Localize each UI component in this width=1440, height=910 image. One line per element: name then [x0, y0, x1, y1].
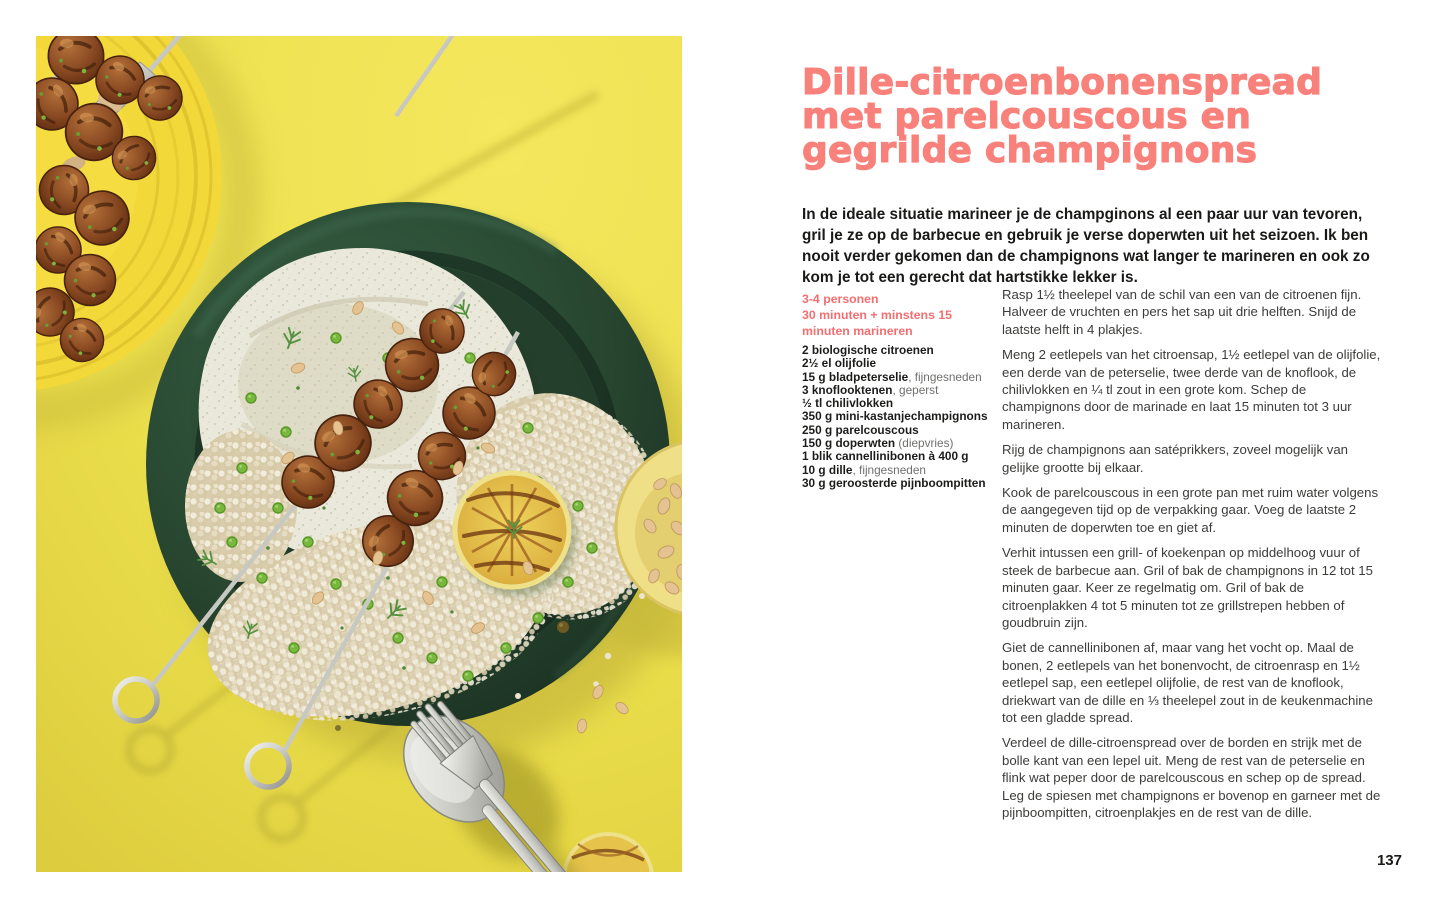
ingredient-item: ½ tl chilivlokken: [802, 396, 894, 411]
recipe-intro: In de ideale situatie marineer je de champginons al een paar uur van tevoren, gril je ze op de barbecue en gebruik je verse doperwten uit het seizoen. Ik ben nooit verder gekomen dan de champignons wat langer te marineren en ook zo kom je tot een gerecht dat hartstikke lekker is.: [802, 206, 1370, 287]
step-paragraph: Verhit intussen een grill- of koekenpan op middelhoog vuur of steek de barbecue aan. Gril of bak de champignons in 12 tot 15 minuten gaar. Keer ze regelmatig om. Gril of bak de citroenplakken 4 tot 5 minuten tot ze grillstrepen hebben of goudbruin zijn.: [1002, 545, 1373, 630]
ingredient-list: [802, 344, 988, 490]
recipe-title-line3: gegrilde champignons: [802, 130, 1258, 171]
recipe-photo-illustration: [36, 36, 682, 872]
step-paragraph: Rijg de champignons aan satéprikkers, zoveel mogelijk van gelijke grootte bij elkaar.: [1002, 442, 1348, 475]
step-paragraph: Kook de parelcouscous in een grote pan met ruim water volgens de aangegeven tijd op de verpakking gaar. Voeg de laatste 2 minuten de doperwten toe en giet af.: [1002, 485, 1379, 535]
ingredient-item: 250 g parelcouscous: [802, 422, 919, 437]
recipe-title-line1: Dille-citroenbonenspread: [802, 62, 1323, 103]
servings-info: 3-4 personen: [802, 292, 879, 306]
recipe-title-line2: met parelcouscous en: [802, 96, 1252, 137]
instruction-steps: [1002, 286, 1388, 829]
recipe-text-page: [802, 0, 1402, 910]
ingredient-item: 150 g doperwten (diepvries): [802, 436, 954, 451]
time-info: 30 minuten + minstens 15 minuten marineren: [802, 308, 953, 338]
ingredient-item: 350 g mini-kastanjechampignons: [802, 409, 988, 424]
ingredient-item: 15 g bladpeterselie, fijngesneden: [802, 369, 982, 384]
recipe-title: [802, 62, 1402, 171]
ingredient-item: 1 blik cannellinibonen à 400 g: [802, 449, 969, 464]
ingredient-item: 3 knoflooktenen, geperst: [802, 382, 939, 397]
ingredient-item: 30 g geroosterde pijnboompitten: [802, 475, 986, 490]
page-number: 137: [1376, 852, 1402, 869]
ingredient-item: 10 g dille, fijngesneden: [802, 462, 926, 477]
ingredient-item: 2½ el olijfolie: [802, 356, 877, 371]
step-paragraph: Giet de cannellinibonen af, maar vang het vocht op. Maal de bonen, 2 eetlepels van het bonenvocht, de citroenrasp en 1½ eetlepel sap, een eetlepel olijfolie, de rest van de knoflook, driekwart van de dille en ⅓ theelepel zout in de keukenmachine tot een gladde spread.: [1002, 640, 1373, 725]
step-paragraph: Rasp 1½ theelepel van de schil van een van de citroenen fijn. Halveer de vruchten en pers het sap uit drie helften. Snijd de laatste helft in 4 plakjes.: [1002, 287, 1362, 337]
step-paragraph: Meng 2 eetlepels van het citroensap, 1½ eetlepel van de olijfolie, een derde van de peterselie, twee derde van de knoflook, de chilivlokken en ¼ tl zout in een grote kom. Schep de champignons door de marinade en laat 15 minuten tot 3 uur marineren.: [1002, 347, 1381, 432]
ingredient-item: 2 biologische citroenen: [802, 343, 934, 357]
recipe-photo: [36, 36, 682, 872]
recipe-meta: [802, 291, 984, 339]
step-paragraph: Verdeel de dille-citroenspread over de borden en strijk met de bolle kant van een lepel uit. Meng de rest van de peterselie en flink wat peper door de parelcouscous en schep op de spread. Leg de spiesen met champignons er bovenop en garneer met de pijnboompitten, citroenplakjes en de rest van de dille.: [1002, 735, 1381, 820]
